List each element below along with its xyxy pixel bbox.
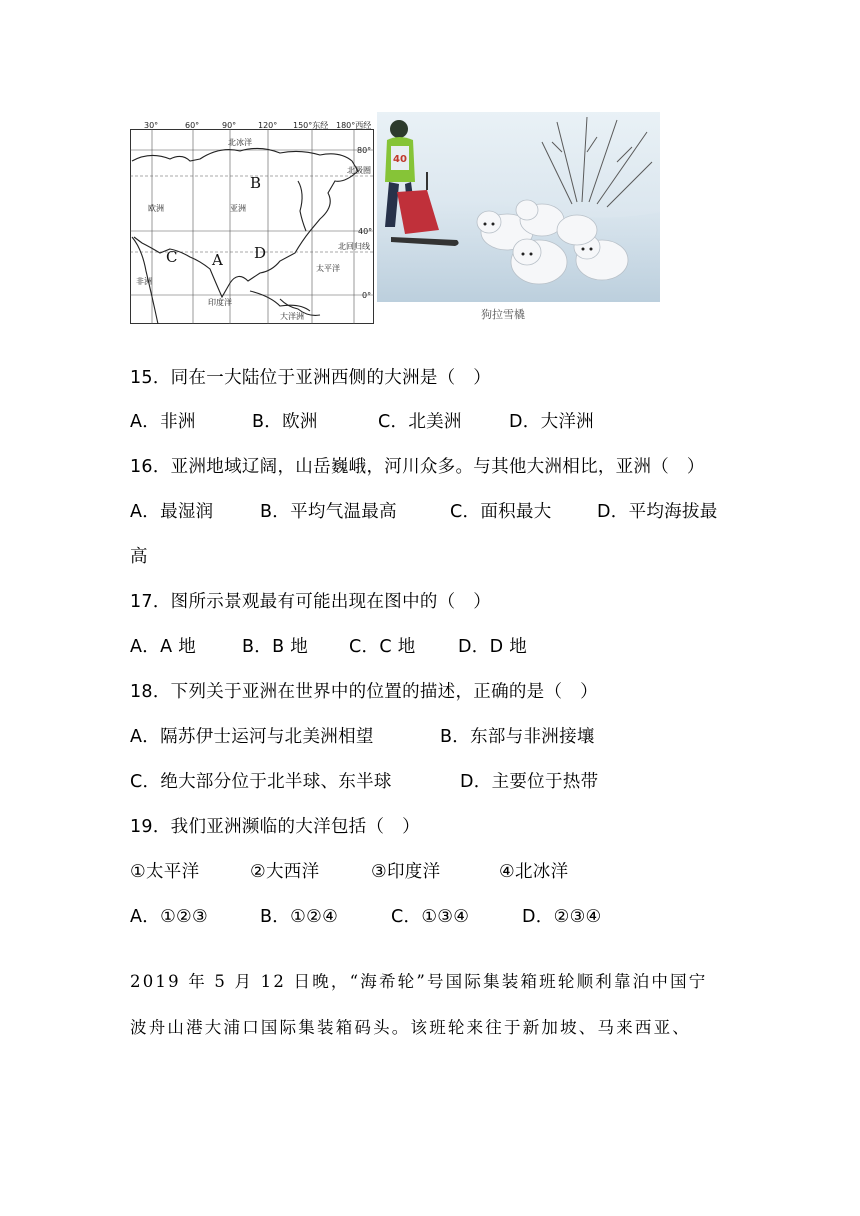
question-text: 图所示景观最有可能出现在图中的（ ） (170, 592, 492, 612)
lon-label: 150°东经 (293, 121, 329, 130)
ocean-item: ④北冰洋 (499, 862, 569, 882)
question-19-options (130, 905, 602, 929)
photo-caption: 狗拉雪橇 (481, 308, 525, 321)
option-a[interactable]: A．①②③ (130, 907, 209, 927)
ocean-label: 印度洋 (208, 298, 232, 307)
continent-label: 欧洲 (148, 204, 164, 213)
question-16-stem (130, 455, 705, 479)
lat-label: 80° (357, 146, 372, 155)
point-d: D (254, 244, 267, 262)
point-b: B (250, 174, 262, 192)
question-16-options (130, 500, 718, 524)
question-number: 18． (130, 682, 171, 702)
lon-label: 120° (258, 121, 278, 130)
question-16-option-continuation (130, 545, 148, 569)
option-a[interactable]: A．A 地 (130, 637, 197, 657)
passage-line-1: 2019 年 5 月 12 日晚，“海希轮”号国际集装箱班轮顺利靠泊中国宁 (130, 972, 708, 991)
option-b[interactable]: B．欧洲 (252, 412, 318, 432)
option-d[interactable]: D．大洋洲 (509, 412, 594, 432)
question-figure (130, 112, 660, 324)
question-number: 19． (130, 817, 171, 837)
option-c[interactable]: C．北美洲 (378, 412, 462, 432)
option-d-continuation: 高 (130, 547, 148, 567)
point-a: A (212, 251, 223, 269)
question-number: 15． (130, 368, 171, 388)
svg-text:40: 40 (393, 154, 407, 165)
question-15-stem (130, 366, 491, 390)
question-18-options-row2 (130, 770, 598, 794)
question-15-options (130, 410, 594, 434)
dog-sled-photo (377, 112, 660, 324)
lon-label: 90° (222, 121, 237, 130)
question-18-stem (130, 680, 598, 704)
option-a[interactable]: A．非洲 (130, 412, 196, 432)
question-17-options (130, 635, 527, 659)
option-a[interactable]: A．隔苏伊士运河与北美洲相望 (130, 727, 374, 747)
continent-label: 亚洲 (230, 204, 246, 213)
option-c[interactable]: C．绝大部分位于北半球、东半球 (130, 772, 392, 792)
option-d[interactable]: D．D 地 (458, 637, 528, 657)
passage-line-2: 波舟山港大浦口国际集装箱码头。该班轮来往于新加坡、马来西亚、 (130, 1018, 691, 1037)
option-c[interactable]: C．C 地 (349, 637, 416, 657)
question-17-stem (130, 590, 491, 614)
option-d[interactable]: D．主要位于热带 (460, 772, 599, 792)
lat-label: 北回归线 (338, 242, 370, 251)
ocean-label: 大洋洲 (280, 312, 304, 321)
lon-label: 60° (185, 121, 200, 130)
ocean-item: ②大西洋 (250, 862, 320, 882)
question-number: 16． (130, 457, 171, 477)
lat-label: 40° (358, 227, 373, 236)
ocean-label: 太平洋 (316, 264, 340, 273)
lon-label: 180°西经 (336, 121, 372, 130)
question-text: 下列关于亚洲在世界中的位置的描述，正确的是（ ） (170, 682, 598, 702)
lon-label: 30° (144, 121, 159, 130)
option-b[interactable]: B．①②④ (260, 907, 339, 927)
option-c[interactable]: C．①③④ (391, 907, 470, 927)
question-18-options-row1 (130, 725, 595, 749)
option-c[interactable]: C．面积最大 (450, 502, 552, 522)
ocean-item: ③印度洋 (371, 862, 441, 882)
ocean-item: ①太平洋 (130, 862, 200, 882)
ocean-label: 北冰洋 (228, 138, 252, 147)
option-d[interactable]: D．平均海拔最 (597, 502, 718, 522)
lat-label: 0° (362, 291, 372, 300)
question-19-stem (130, 815, 420, 839)
continent-label: 非洲 (136, 277, 152, 286)
option-b[interactable]: B．东部与非洲接壤 (440, 727, 595, 747)
question-text: 同在一大陆位于亚洲西侧的大洲是（ ） (170, 368, 492, 388)
lat-label: 北极圈 (347, 166, 371, 175)
point-c: C (166, 248, 178, 266)
option-b[interactable]: B．平均气温最高 (260, 502, 397, 522)
option-b[interactable]: B．B 地 (242, 637, 309, 657)
question-19-items (130, 860, 568, 884)
option-d[interactable]: D．②③④ (522, 907, 602, 927)
question-text: 我们亚洲濒临的大洋包括（ ） (170, 817, 420, 837)
asia-map (130, 121, 374, 324)
question-text: 亚洲地域辽阔，山岳巍峨，河川众多。与其他大洲相比，亚洲（ ） (170, 457, 705, 477)
question-number: 17． (130, 592, 171, 612)
option-a[interactable]: A．最湿润 (130, 502, 214, 522)
